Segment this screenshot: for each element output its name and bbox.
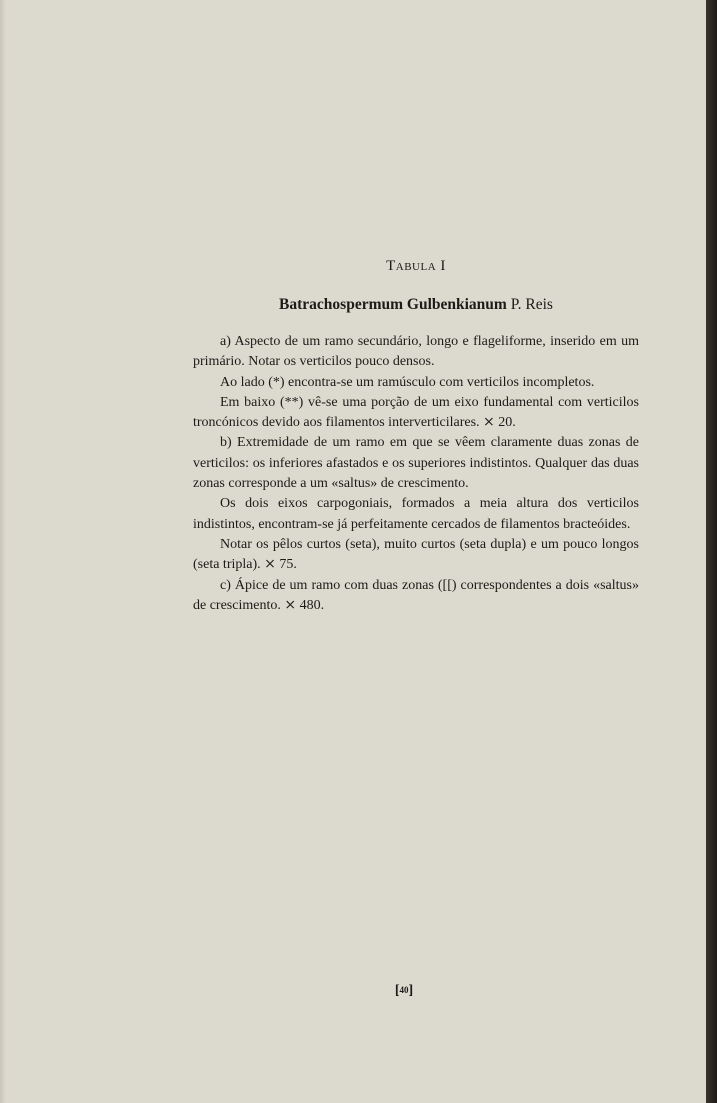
legend-paragraph: b) Extremidade de um ramo em que se vêem claramente duas zonas de verticilos: os inferiores afastados e os superiores indistintos. Qualquer das duas zonas corresponde a um «saltus» de crescimento. [193, 435, 639, 492]
legend-paragraph: Notar os pêlos curtos (seta), muito curtos (seta dupla) e um pouco longos (seta tripla). ⨯ 75. [193, 536, 639, 573]
legend-body [193, 332, 639, 616]
legend-paragraph: Ao lado (*) encontra-se um ramúsculo com verticilos incompletos. [220, 374, 595, 390]
page-number: [40] [394, 983, 414, 998]
book-spine-edge [706, 0, 717, 1103]
plate-heading: Tabula I [386, 258, 446, 274]
page-number-value: 40 [399, 985, 409, 995]
species-name: Batrachospermum Gulbenkianum [279, 296, 507, 313]
species-title [193, 296, 639, 314]
legend-paragraph: c) Ápice de um ramo com duas zonas ([[) correspondentes a dois «saltus» de crescimento. ⨯ 480. [193, 577, 639, 613]
species-author: P. Reis [510, 296, 553, 313]
legend-paragraph: Os dois eixos carpogoniais, formados a meia altura dos verticilos indistintos, encontram-se já perfeitamente cercados de filamentos bracteóides. [193, 496, 639, 532]
legend-paragraph: a) Aspecto de um ramo secundário, longo e flageliforme, inserido em um primário. Notar os verticilos pouco densos. [193, 334, 639, 370]
legend-paragraph: Em baixo (**) vê-se uma porção de um eixo fundamental com verticilos troncónicos devido aos filamentos interverticilares. ⨯ 20. [193, 394, 639, 431]
